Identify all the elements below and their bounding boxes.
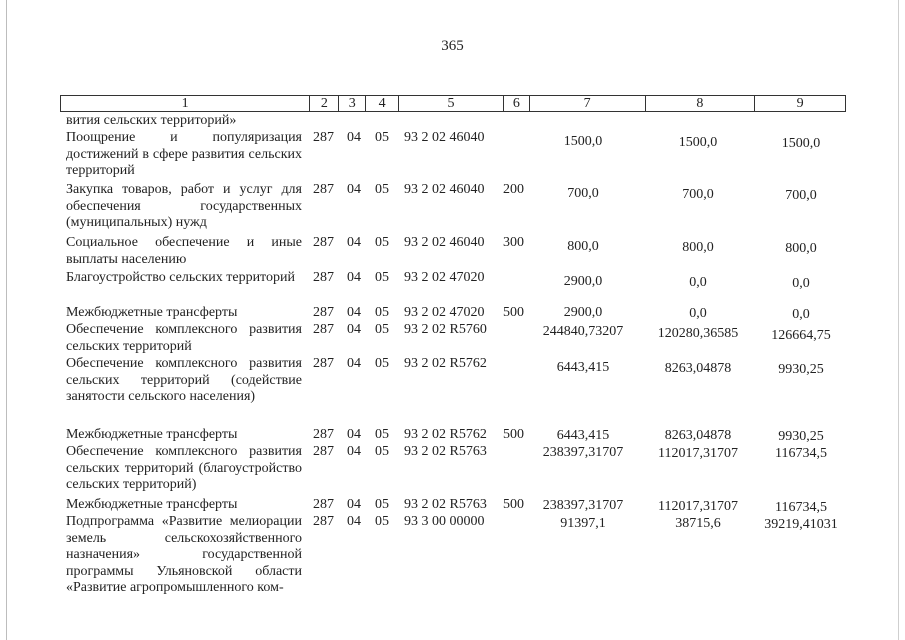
cell-amount-year1: 800,0 [567, 239, 599, 254]
row-name: Обеспечение комплексного развития сельских территорий [66, 322, 302, 354]
cell-target-article: 93 3 00 00000 [404, 514, 485, 529]
header-col-7: 7 [530, 96, 646, 111]
cell-target-article: 93 2 02 47020 [404, 270, 485, 285]
cell-target-article: 93 2 02 R5760 [404, 322, 487, 337]
cell-amount-year3: 700,0 [785, 188, 817, 203]
header-col-3: 3 [339, 96, 366, 111]
cell-section: 04 [347, 305, 361, 320]
cell-expense-type: 500 [503, 497, 524, 512]
header-col-2: 2 [310, 96, 339, 111]
cell-section: 04 [347, 130, 361, 145]
cell-subsection: 05 [375, 497, 389, 512]
cell-amount-year3: 0,0 [792, 307, 810, 322]
cell-subsection: 05 [375, 322, 389, 337]
cell-amount-year3: 116734,5 [775, 446, 827, 461]
cell-amount-year1: 6443,415 [556, 428, 610, 443]
cell-amount-year2: 8263,04878 [664, 428, 732, 443]
cell-amount-year1: 1500,0 [563, 134, 603, 149]
row-name: Поощрение и популяризация достижений в сфере развития сельских территорий [66, 130, 302, 178]
cell-section: 04 [347, 427, 361, 442]
cell-subsection: 05 [375, 356, 389, 371]
cell-amount-year2: 38715,6 [675, 516, 721, 531]
cell-amount-year1: 2900,0 [563, 305, 603, 320]
row-name: Подпрограмма «Развитие мелиорации земель сельскохозяйственного назначения» государственной программы Ульяновской области «Развитие агропромышленного ком- [66, 514, 302, 595]
cell-amount-year1: 244840,73207 [542, 324, 624, 339]
cell-target-article: 93 2 02 R5762 [404, 356, 487, 371]
cell-chapter: 287 [313, 356, 334, 371]
cell-chapter: 287 [313, 427, 334, 442]
cell-section: 04 [347, 270, 361, 285]
cell-target-article: 93 2 02 46040 [404, 182, 485, 197]
cell-amount-year1: 91397,1 [560, 516, 606, 531]
row-name: Закупка товаров, работ и услуг для обеспечения государственных (муниципальных) нужд [66, 182, 302, 230]
cell-amount-year2: 800,0 [682, 240, 714, 255]
table-header [60, 95, 846, 112]
cell-section: 04 [347, 322, 361, 337]
cell-amount-year3: 0,0 [792, 276, 810, 291]
cell-target-article: 93 2 02 R5762 [404, 427, 487, 442]
row-name: Благоустройство сельских территорий [66, 270, 295, 285]
cell-amount-year3: 800,0 [785, 241, 817, 256]
cell-chapter: 287 [313, 182, 334, 197]
row-name: Обеспечение комплексного развития сельских территорий (содействие занятости сельского населения) [66, 356, 302, 404]
cell-subsection: 05 [375, 514, 389, 529]
cell-section: 04 [347, 235, 361, 250]
row-name: Социальное обеспечение и иные выплаты населению [66, 235, 302, 267]
cell-amount-year3: 1500,0 [781, 136, 821, 151]
cell-amount-year2: 700,0 [682, 187, 714, 202]
cell-subsection: 05 [375, 235, 389, 250]
header-col-9: 9 [796, 96, 804, 111]
cell-expense-type: 500 [503, 427, 524, 442]
cell-target-article: 93 2 02 R5763 [404, 444, 487, 459]
cell-chapter: 287 [313, 514, 334, 529]
cell-amount-year3: 39219,41031 [764, 517, 838, 532]
cell-amount-year2: 120280,36585 [657, 326, 739, 341]
cell-amount-year1: 700,0 [567, 186, 599, 201]
cell-expense-type: 200 [503, 182, 524, 197]
header-col-6: 6 [504, 96, 530, 111]
header-col-1: 1 [61, 96, 310, 111]
header-col-5: 5 [399, 96, 504, 111]
cell-expense-type: 300 [503, 235, 524, 250]
cell-amount-year3: 116734,5 [775, 500, 827, 515]
cell-amount-year2: 8263,04878 [664, 361, 732, 376]
page-number: 365 [441, 38, 464, 54]
header-col-4: 4 [366, 96, 399, 111]
cell-amount-year1: 238397,31707 [542, 445, 624, 460]
scan-right-edge [898, 0, 899, 640]
cell-target-article: 93 2 02 46040 [404, 235, 485, 250]
cell-section: 04 [347, 356, 361, 371]
cell-chapter: 287 [313, 305, 334, 320]
cell-subsection: 05 [375, 182, 389, 197]
row-name: Межбюджетные трансферты [66, 305, 238, 320]
cell-amount-year1: 238397,31707 [542, 498, 624, 513]
row-name: Обеспечение комплексного развития сельских территорий (благоустройство сельских территорий) [66, 444, 302, 492]
row-name: вития сельских территорий» [66, 113, 237, 128]
cell-amount-year1: 2900,0 [563, 274, 603, 289]
cell-amount-year1: 6443,415 [556, 360, 610, 375]
cell-subsection: 05 [375, 305, 389, 320]
cell-amount-year2: 0,0 [689, 306, 707, 321]
cell-section: 04 [347, 514, 361, 529]
cell-section: 04 [347, 444, 361, 459]
cell-amount-year2: 0,0 [689, 275, 707, 290]
cell-expense-type: 500 [503, 305, 524, 320]
cell-section: 04 [347, 497, 361, 512]
cell-target-article: 93 2 02 47020 [404, 305, 485, 320]
cell-chapter: 287 [313, 130, 334, 145]
cell-amount-year3: 126664,75 [771, 328, 831, 343]
row-name: Межбюджетные трансферты [66, 427, 238, 442]
header-col-8: 8 [646, 96, 756, 111]
cell-amount-year3: 9930,25 [778, 362, 824, 377]
cell-chapter: 287 [313, 322, 334, 337]
cell-amount-year2: 1500,0 [678, 135, 718, 150]
cell-section: 04 [347, 182, 361, 197]
cell-subsection: 05 [375, 444, 389, 459]
cell-chapter: 287 [313, 444, 334, 459]
cell-subsection: 05 [375, 130, 389, 145]
cell-target-article: 93 2 02 46040 [404, 130, 485, 145]
scan-left-edge [6, 0, 7, 640]
cell-chapter: 287 [313, 235, 334, 250]
cell-subsection: 05 [375, 270, 389, 285]
cell-target-article: 93 2 02 R5763 [404, 497, 487, 512]
cell-amount-year2: 112017,31707 [658, 499, 738, 514]
cell-amount-year3: 9930,25 [778, 429, 824, 444]
cell-amount-year2: 112017,31707 [658, 446, 738, 461]
cell-chapter: 287 [313, 270, 334, 285]
cell-subsection: 05 [375, 427, 389, 442]
row-name: Межбюджетные трансферты [66, 497, 238, 512]
cell-chapter: 287 [313, 497, 334, 512]
